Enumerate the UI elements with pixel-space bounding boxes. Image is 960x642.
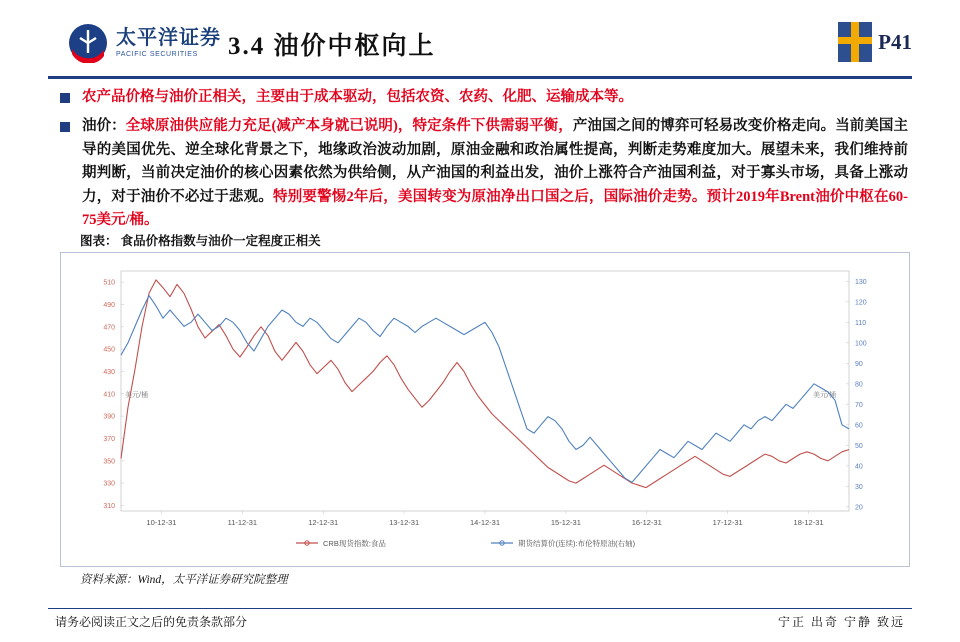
- svg-text:90: 90: [855, 360, 863, 368]
- svg-text:50: 50: [855, 442, 863, 450]
- svg-text:14-12-31: 14-12-31: [469, 518, 501, 527]
- logo-text-en: PACIFIC SECURITIES: [116, 51, 198, 58]
- svg-text:15-12-31: 15-12-31: [550, 518, 581, 527]
- footer-motto: 宁正 出奇 宁静 致远: [777, 615, 905, 629]
- exhibit-title: 图表： 食品价格指数与油价一定程度正相关: [80, 234, 321, 248]
- footer-disclaimer: 请务必阅读正文之后的免责条款部分: [55, 615, 248, 629]
- svg-text:美元/桶: 美元/桶: [125, 392, 148, 399]
- slide-header: [0, 0, 960, 80]
- bullet-item-2: [60, 115, 908, 232]
- svg-text:100: 100: [855, 340, 867, 348]
- bullet-text-1: [82, 86, 633, 109]
- bullet-2-seg-4: 特别要警惕2年后，美国转变为原油净出口国之后，国际油价走势。预计2019年Brent油价中枢在60-75美元/桶。: [82, 188, 909, 229]
- svg-text:430: 430: [103, 368, 115, 376]
- svg-text:18-12-31: 18-12-31: [793, 518, 824, 527]
- svg-text:10-12-31: 10-12-31: [146, 518, 177, 527]
- svg-text:美元/桶: 美元/桶: [813, 392, 836, 399]
- chart-container: [60, 252, 910, 567]
- svg-text:期货结算价(连续):布伦特原油(右轴): 期货结算价(连续):布伦特原油(右轴): [518, 539, 636, 548]
- svg-text:13-12-31: 13-12-31: [389, 518, 420, 527]
- bullet-2-seg-3: 产油国之间的博弈可轻易改变价格走向。当前美国主导的美国优先、逆全球化背景之下，地缘政治波动加剧，原油金融和政治属性提高，判断走势难度加大。展望未来，我们维持前期判断，当前决定油价的核心因素依然为供给侧，从产油国的利益出发，油价上涨符合产油国利益，对于寡头市场，具备上涨动力，对于油价不必过于悲观。: [82, 118, 909, 205]
- line-chart: [61, 253, 909, 566]
- svg-text:16-12-31: 16-12-31: [631, 518, 662, 527]
- logo-text-cn: 太平洋证券: [116, 27, 221, 49]
- svg-text:490: 490: [103, 301, 115, 309]
- svg-text:80: 80: [855, 381, 863, 389]
- page-number: P41: [878, 29, 912, 54]
- page-title: 3.4 油价中枢向上: [228, 33, 436, 60]
- svg-text:70: 70: [855, 401, 863, 409]
- svg-text:330: 330: [103, 480, 115, 488]
- svg-text:120: 120: [855, 299, 867, 307]
- source-note: 资料来源：Wind，太平洋证券研究院整理: [80, 574, 288, 586]
- page-badge: [838, 22, 912, 62]
- bullet-2-seg-1: 油价：: [82, 118, 126, 135]
- bullet-2-seg-2: 全球原油供应能力充足(减产本身就已说明)，特定条件下供需弱平衡，: [125, 118, 573, 135]
- header-divider: [48, 76, 912, 79]
- svg-text:CRB现货指数:食品: CRB现货指数:食品: [323, 539, 386, 548]
- svg-text:40: 40: [855, 463, 863, 471]
- svg-text:17-12-31: 17-12-31: [712, 518, 743, 527]
- svg-text:60: 60: [855, 422, 863, 430]
- bullet-item-1: [60, 86, 908, 109]
- svg-text:130: 130: [855, 278, 867, 286]
- svg-text:350: 350: [103, 458, 115, 466]
- svg-text:20: 20: [855, 504, 863, 512]
- svg-text:450: 450: [103, 346, 115, 354]
- svg-text:390: 390: [103, 413, 115, 421]
- svg-text:30: 30: [855, 483, 863, 491]
- svg-text:12-12-31: 12-12-31: [308, 518, 339, 527]
- footer-divider: [48, 608, 912, 609]
- bullet-1-seg-1: 农产品价格与油价正相关，主要由于成本驱动，包括农资、农药、化肥、运输成本等。: [82, 89, 633, 105]
- svg-text:310: 310: [103, 502, 115, 510]
- bullet-square-icon: [60, 93, 70, 103]
- svg-text:370: 370: [103, 435, 115, 443]
- bullet-list: [60, 86, 908, 239]
- logo-mark-icon: [68, 23, 108, 63]
- svg-text:410: 410: [103, 391, 115, 399]
- bullet-square-icon: [60, 122, 70, 132]
- svg-text:510: 510: [103, 279, 115, 287]
- svg-text:110: 110: [855, 319, 867, 327]
- bullet-text-2: [82, 115, 908, 232]
- svg-text:470: 470: [103, 324, 115, 332]
- bookmark-icon: [838, 22, 872, 62]
- svg-text:11-12-31: 11-12-31: [227, 518, 258, 527]
